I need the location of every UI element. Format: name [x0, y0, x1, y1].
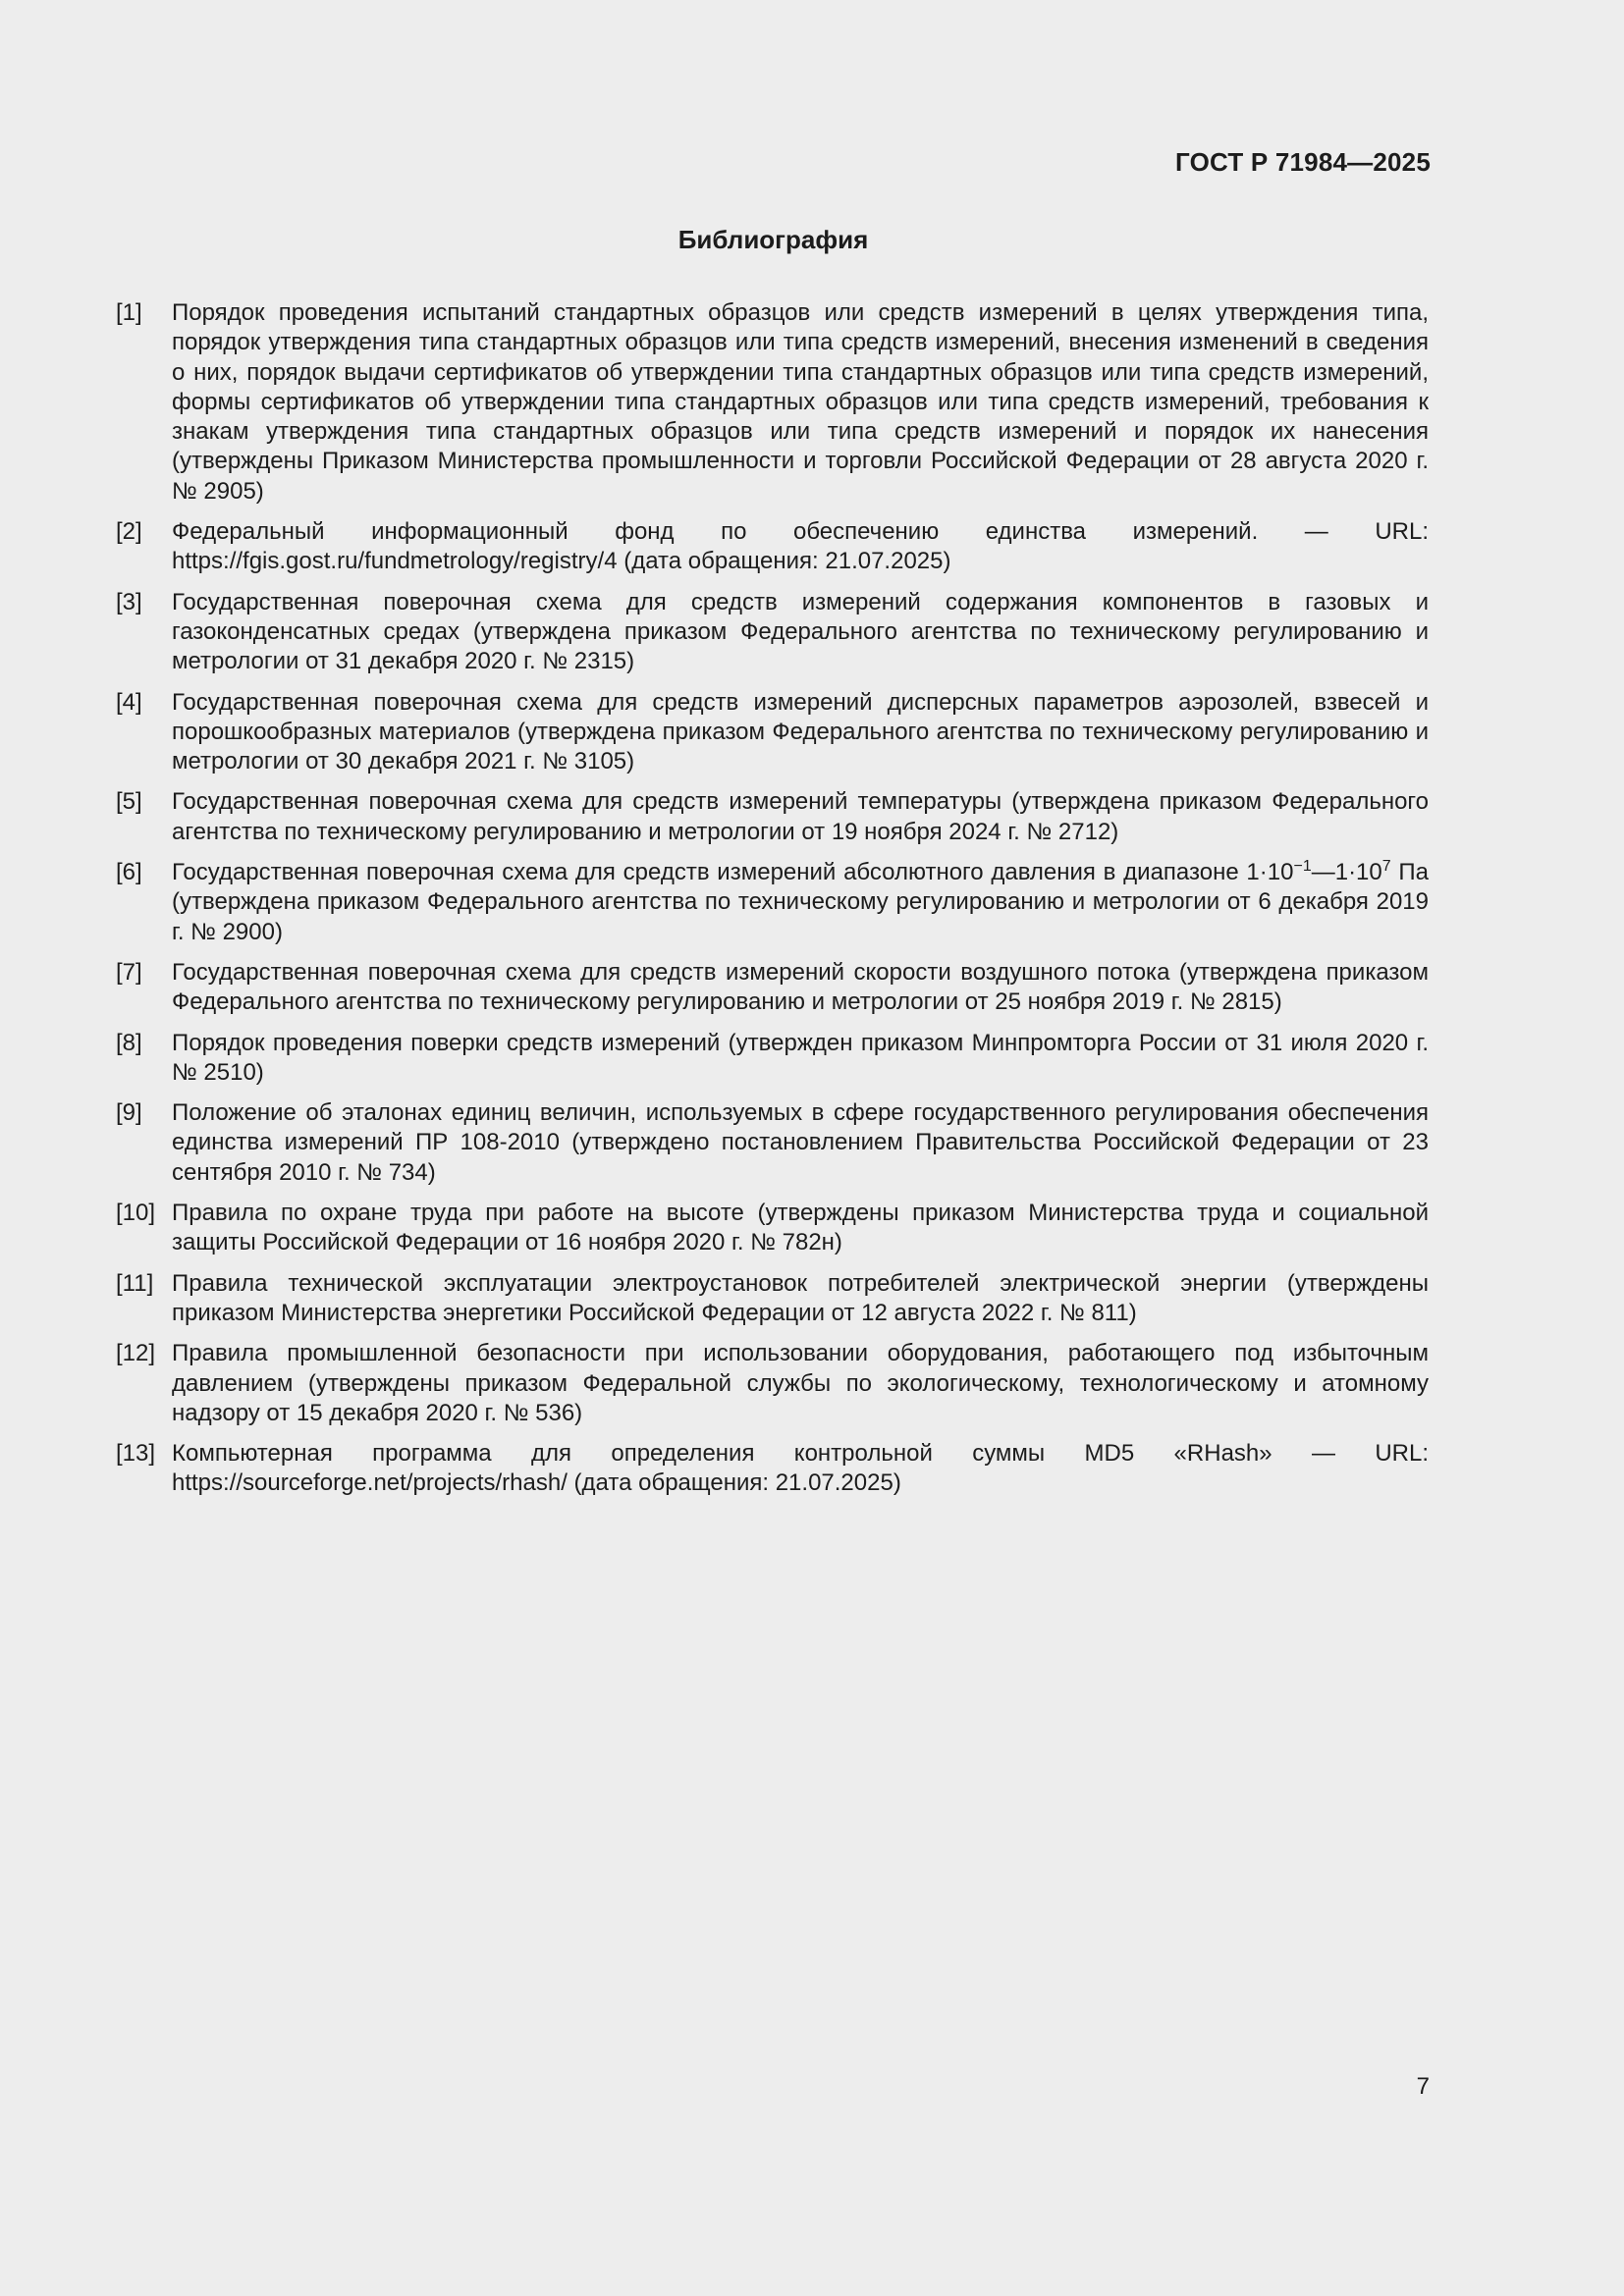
exponent: −1 — [1293, 858, 1312, 876]
reference-number: [11] — [116, 1269, 154, 1297]
reference-item — [116, 958, 1429, 1018]
reference-text: Государственная поверочная схема для средств измерений температуры (утверждена приказом Федерального агентства по техническому регулированию и метрологии от 19 ноября 2024 г. № 2712) — [172, 788, 1429, 845]
reference-number: [12] — [116, 1340, 156, 1367]
reference-text: Государственная поверочная схема для средств измерений дисперсных параметров аэрозолей, взвесей и порошкообразных материалов (утверждена приказом Федерального агентства по техническому регулированию и метрологии от 30 декабря 2021 г. № 3105) — [172, 688, 1429, 775]
reference-number: [3] — [116, 588, 142, 615]
reference-item — [116, 688, 1429, 777]
reference-number: [1] — [116, 299, 142, 326]
reference-item — [116, 858, 1429, 947]
reference-text-part: Государственная поверочная схема для средств измерений абсолютного давления в диапазоне 1·10 — [172, 859, 1294, 886]
reference-item — [116, 588, 1429, 677]
reference-text: Правила промышленной безопасности при использовании оборудования, работающего под избыточным давлением (утверждены приказом Федеральной службы по экологическому, технологическому и атомному надзору от 15 декабря 2020 г. № 536) — [172, 1340, 1429, 1426]
reference-number: [13] — [116, 1440, 156, 1468]
reference-item — [116, 298, 1429, 507]
reference-number: [4] — [116, 688, 142, 716]
reference-item — [116, 1339, 1429, 1428]
reference-text: Порядок проведения испытаний стандартных образцов или средств измерений в целях утверждения типа, порядок утверждения типа стандартных образцов или типа средств измерений, внесения изменений в сведения о них, порядок выдачи сертификатов об утверждении типа стандартных образцов или типа средств измерений, формы сертификатов об утверждении типа стандартных образцов или типа средств измерений, требования к знакам утверждения типа стандартных образцов или типа средств измерений и порядок их нанесения (утверждены Приказом Министерства промышленности и торговли Российской Федерации от 28 августа 2020 г. № 2905) — [172, 299, 1429, 505]
reference-text: Государственная поверочная схема для средств измерений содержания компонентов в газовых и газоконденсатных средах (утверждена приказом Федерального агентства по техническому регулированию и метрологии от 31 декабря 2020 г. № 2315) — [172, 588, 1429, 675]
reference-item — [116, 1439, 1429, 1499]
reference-number: [2] — [116, 518, 142, 546]
bibliography-title: Библиография — [677, 225, 869, 254]
reference-item — [116, 1029, 1429, 1089]
reference-text: Правила технической эксплуатации электроустановок потребителей электрической энергии (утверждены приказом Министерства энергетики Российской Федерации от 12 августа 2022 г. № 811) — [172, 1269, 1429, 1326]
reference-text: Федеральный информационный фонд по обеспечению единства измерений. — URL: https://fgis.gost.ru/fundmetrology/registry/4 (дата обращения: 21.07.2025) — [172, 518, 1429, 575]
reference-text: Компьютерная программа для определения контрольной суммы MD5 «RHash» — URL: https://sourceforge.net/projects/rhash/ (дата обращения: 21.07.2025) — [172, 1440, 1429, 1497]
reference-number: [7] — [116, 958, 142, 986]
reference-number: [5] — [116, 788, 142, 816]
reference-text: Правила по охране труда при работе на высоте (утверждены приказом Министерства труда и социальной защиты Российской Федерации от 16 ноября 2020 г. № 782н) — [172, 1200, 1429, 1256]
reference-item — [116, 1269, 1429, 1329]
reference-item — [116, 787, 1429, 847]
exponent: 7 — [1381, 858, 1391, 876]
bibliography-list — [116, 298, 1429, 1510]
reference-number: [10] — [116, 1200, 156, 1227]
reference-text: Положение об эталонах единиц величин, используемых в сфере государственного регулирования обеспечения единства измерений ПР 108-2010 (утверждено постановлением Правительства Российской Федерации от 23 сентября 2010 г. № 734) — [172, 1099, 1429, 1186]
reference-number: [8] — [116, 1029, 142, 1056]
reference-text: Государственная поверочная схема для средств измерений скорости воздушного потока (утверждена приказом Федерального агентства по техническому регулированию и метрологии от 25 ноября 2019 г. № 2815) — [172, 958, 1429, 1016]
reference-item — [116, 517, 1429, 577]
reference-text-part: Па (утверждена приказом Федерального агентства по техническому регулированию и метрологии от 6 декабря 2019 г. № 2900) — [172, 859, 1430, 945]
reference-text — [172, 858, 1429, 947]
page-number: 7 — [1416, 2073, 1430, 2100]
reference-item — [116, 1199, 1429, 1258]
document-code: ГОСТ Р 71984—2025 — [1175, 147, 1431, 177]
reference-number: [6] — [116, 859, 142, 886]
reference-number: [9] — [116, 1099, 142, 1127]
reference-item — [116, 1098, 1429, 1188]
reference-text-part: —1·10 — [1311, 859, 1382, 886]
reference-text: Порядок проведения поверки средств измерений (утвержден приказом Минпромторга России от 31 июля 2020 г. № 2510) — [172, 1029, 1429, 1086]
